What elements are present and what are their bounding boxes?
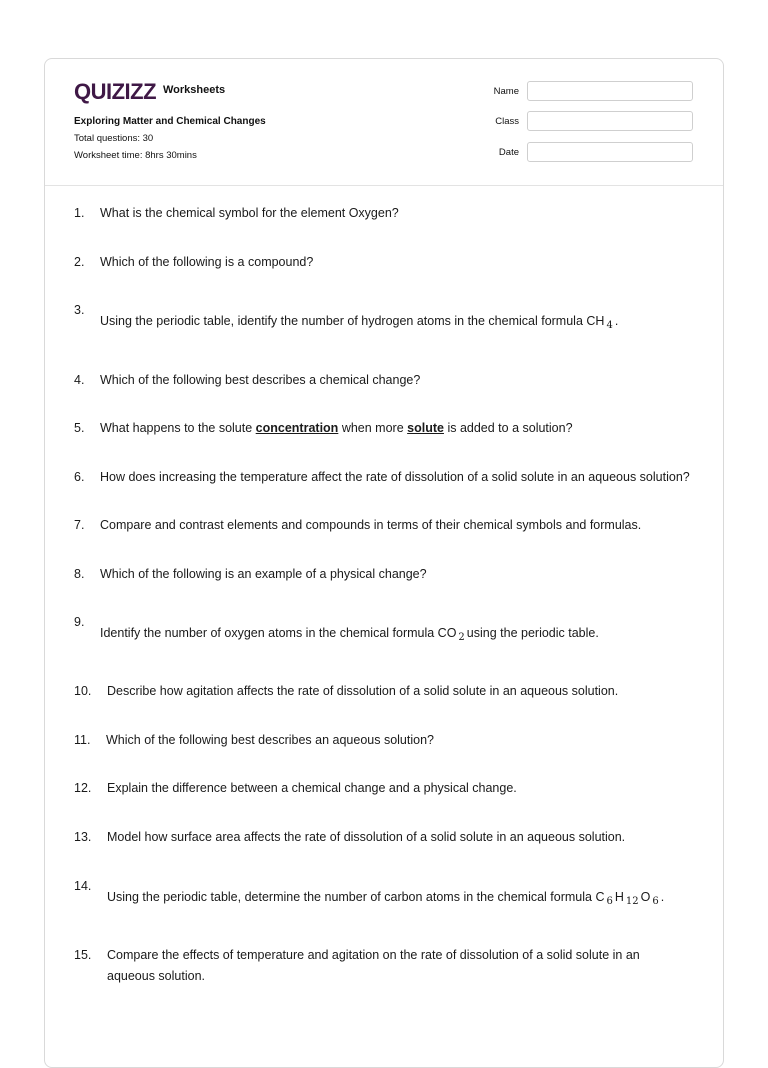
underlined-term: solute	[407, 421, 444, 435]
question-text: Using the periodic table, identify the number of hydrogen atoms in the chemical formula CH $_4$ .	[100, 314, 619, 331]
question-number: 10.	[74, 684, 92, 698]
question-number: 15.	[74, 948, 92, 962]
name-field[interactable]	[527, 81, 693, 101]
question-text: Compare the effects of temperature and agitation on the rate of dissolution of a solid solute in an	[107, 948, 640, 962]
question-number: 6.	[74, 470, 85, 484]
question-14	[74, 876, 714, 916]
subscript: 6	[606, 896, 613, 907]
date-label: Date	[498, 147, 519, 158]
class-label: Class	[495, 116, 519, 127]
question-number: 14.	[74, 879, 92, 893]
question-9	[74, 612, 714, 652]
question-text: Identify the number of oxygen atoms in the chemical formula CO $_2$ using the periodic table.	[100, 626, 599, 643]
question-number: 12.	[74, 781, 92, 795]
question-text: Explain the difference between a chemical change and a physical change.	[107, 781, 517, 795]
question-number: 4.	[74, 373, 85, 387]
class-field[interactable]	[527, 111, 693, 131]
total-questions: Total questions: 30	[74, 133, 154, 144]
question-number: 3.	[74, 303, 85, 317]
worksheet-time: Worksheet time: 8hrs 30mins	[74, 150, 197, 161]
question-text: Compare and contrast elements and compounds in terms of their chemical symbols and formulas.	[100, 518, 642, 532]
subscript: 6	[652, 896, 659, 907]
question-text: Which of the following best describes a chemical change?	[100, 373, 421, 387]
date-field[interactable]	[527, 142, 693, 162]
worksheet-header	[45, 59, 723, 186]
question-15	[74, 945, 714, 989]
question-number: 7.	[74, 518, 85, 532]
name-label: Name	[493, 86, 519, 97]
question-text-continued: aqueous solution.	[107, 969, 205, 983]
question-text: Which of the following is an example of a physical change?	[100, 567, 427, 581]
subscript: 4	[606, 320, 613, 331]
question-number: 8.	[74, 567, 85, 581]
question-text: What happens to the solute concentration when more solute is added to a solution?	[100, 421, 573, 435]
logo-subtitle: Worksheets	[163, 84, 226, 96]
question-text: Describe how agitation affects the rate of dissolution of a solid solute in an aqueous solution.	[107, 684, 619, 698]
question-text: Which of the following best describes an aqueous solution?	[106, 733, 434, 747]
question-text: How does increasing the temperature affect the rate of dissolution of a solid solute in an aqueous solution?	[100, 470, 690, 484]
question-number: 5.	[74, 421, 85, 435]
question-number: 13.	[74, 830, 92, 844]
question-number: 1.	[74, 206, 85, 220]
question-text: Which of the following is a compound?	[100, 255, 314, 269]
worksheet-title: Exploring Matter and Chemical Changes	[74, 116, 266, 127]
underlined-term: concentration	[255, 421, 339, 435]
question-number: 11.	[74, 733, 91, 747]
subscript: 12	[625, 896, 639, 907]
question-number: 9.	[74, 615, 85, 629]
subscript: 2	[458, 632, 465, 643]
question-text: Using the periodic table, determine the number of carbon atoms in the chemical formula C $_6$ H $_{12}$ O $_6$ .	[107, 890, 665, 907]
question-number: 2.	[74, 255, 85, 269]
question-3	[74, 300, 714, 340]
quizizz-logo: QUIZIZZ	[74, 79, 157, 104]
question-text: Model how surface area affects the rate of dissolution of a solid solute in an aqueous solution.	[107, 830, 626, 844]
question-text: What is the chemical symbol for the element Oxygen?	[100, 206, 399, 220]
